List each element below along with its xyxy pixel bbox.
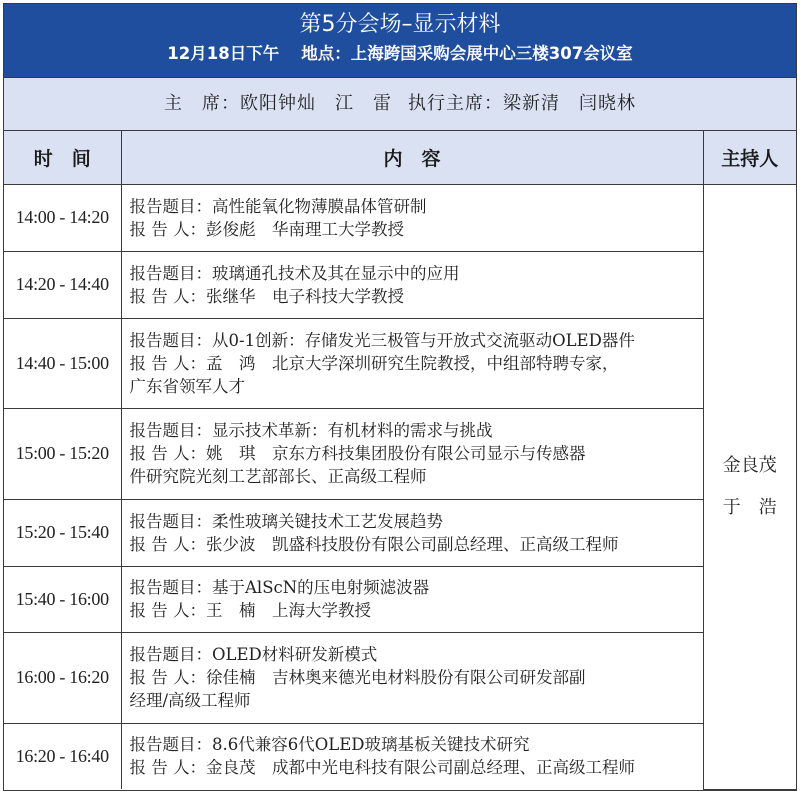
session-date-location: [4, 41, 796, 67]
table-row: [4, 251, 796, 318]
table-row: [4, 499, 796, 566]
table-row: [4, 318, 796, 408]
chairs-row: [4, 78, 796, 131]
time-cell: 14:20 - 14:40: [4, 251, 121, 318]
host-cell: [703, 184, 796, 789]
time-cell: 15:20 - 15:40: [4, 499, 121, 566]
session-banner: [4, 4, 796, 78]
speaker: 报 告 人：金良茂 成都中光电科技有限公司副总经理、正高级工程师: [129, 758, 635, 778]
speaker: 报 告 人：姚 琪 京东方科技集团股份有限公司显示与传感器: [129, 444, 586, 463]
time-cell: 15:00 - 15:20: [4, 408, 121, 499]
talk-title: 报告题目：高性能氧化物薄膜晶体管研制: [129, 196, 427, 216]
time-cell: 15:40 - 16:00: [4, 566, 121, 632]
time-cell: 14:40 - 15:00: [4, 318, 121, 408]
content-cell: [121, 566, 703, 632]
table-header-row: [4, 131, 796, 184]
chair-label: 主 席：: [164, 93, 240, 114]
speaker: 报 告 人：张继华 电子科技大学教授: [129, 286, 404, 306]
talk-title: 报告题目：基于AlScN的压电射频滤波器: [129, 578, 430, 597]
speaker: 报 告 人：孟 鸿 北京大学深圳研究生院教授，中组部特聘专家，: [129, 353, 619, 373]
session-title: 第5分会场–显示材料: [299, 12, 501, 37]
exec-chair-names: 梁新清 闫晓林: [503, 93, 636, 114]
table-row: [4, 566, 796, 632]
column-header-time: 时 间: [4, 131, 121, 184]
talk-title: 报告题目：OLED材料研发新模式: [129, 645, 378, 664]
session-schedule-sheet: [3, 3, 797, 791]
chair-names: 欧阳钟灿 江 雷: [240, 93, 392, 114]
time-cell: 16:00 - 16:20: [4, 632, 121, 723]
speaker: 报 告 人：王 楠 上海大学教授: [129, 601, 371, 620]
content-cell: [121, 408, 703, 499]
host-name: 于 浩: [722, 496, 777, 518]
column-header-host: 主持人: [703, 131, 796, 184]
content-cell: [121, 184, 703, 251]
content-cell: [121, 632, 703, 723]
time-cell: 14:00 - 14:20: [4, 184, 121, 251]
content-cell: [121, 251, 703, 318]
column-header-content: 内 容: [121, 131, 703, 184]
speaker-continued: 经理/高级工程师: [129, 691, 251, 710]
speaker-continued: 件研究院光刻工艺部部长、正高级工程师: [129, 467, 427, 486]
session-location: 地点：上海跨国采购会展中心三楼307会议室: [301, 44, 633, 63]
speaker-continued: 广东省领军人才: [129, 376, 245, 396]
session-date: 12月18日下午: [167, 44, 280, 63]
table-row: [4, 184, 796, 251]
content-cell: [121, 499, 703, 566]
exec-chair-label: 执行主席：: [408, 93, 503, 114]
talk-title: 报告题目：从0-1创新：存储发光三极管与开放式交流驱动OLED器件: [129, 330, 635, 350]
content-cell: [121, 318, 703, 408]
speaker: 报 告 人：徐佳楠 吉林奥来德光电材料股份有限公司研发部副: [129, 668, 586, 687]
time-cell: 16:20 - 16:40: [4, 723, 121, 789]
host-name: 金良茂: [722, 454, 777, 476]
schedule-table: [4, 131, 796, 790]
content-cell: [121, 723, 703, 789]
table-row: [4, 408, 796, 499]
speaker: 报 告 人：彭俊彪 华南理工大学教授: [129, 219, 404, 239]
talk-title: 报告题目：显示技术革新：有机材料的需求与挑战: [129, 421, 493, 440]
talk-title: 报告题目：玻璃通孔技术及其在显示中的应用: [129, 263, 460, 283]
table-row: [4, 723, 796, 789]
speaker: 报 告 人：张少波 凯盛科技股份有限公司副总经理、正高级工程师: [129, 534, 619, 554]
table-row: [4, 632, 796, 723]
talk-title: 报告题目：柔性玻璃关键技术工艺发展趋势: [129, 511, 443, 531]
talk-title: 报告题目：8.6代兼容6代OLED玻璃基板关键技术研究: [129, 735, 530, 755]
